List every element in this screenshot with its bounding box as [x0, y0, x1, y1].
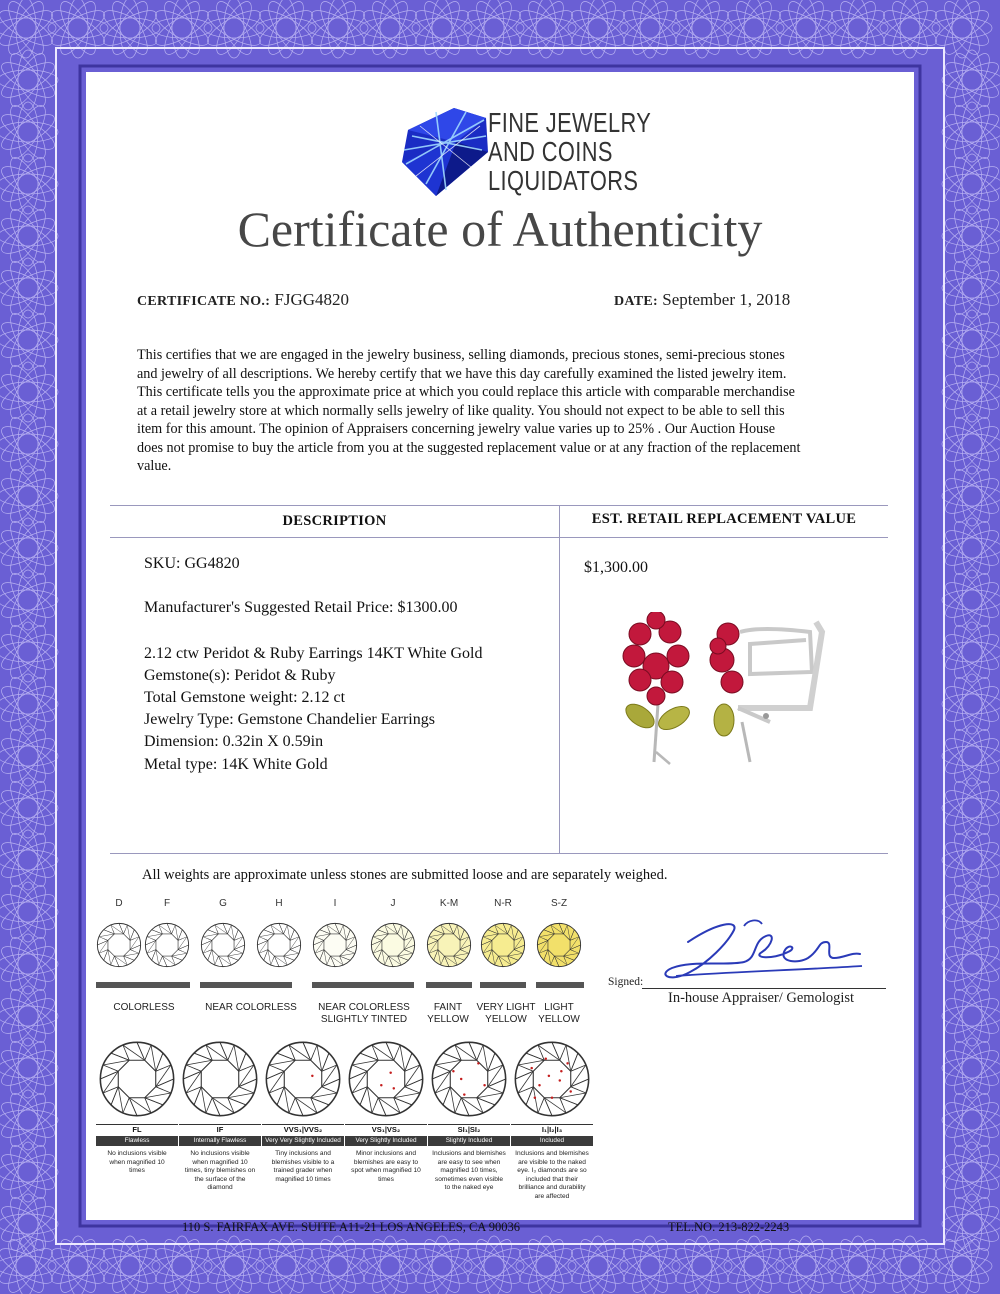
- detail-type: Jewelry Type: Gemstone Chandelier Earrings: [144, 711, 435, 728]
- diamond-icon: [98, 1040, 176, 1118]
- clarity-grade-diamond: [513, 1040, 591, 1118]
- color-group-bracket: [96, 982, 190, 988]
- clarity-grade-description: Inclusions and blemishes are visible to the naked eye. I₃ diamonds are so included that their brilliance and durability are affected: [515, 1150, 589, 1200]
- clarity-grade-description: Inclusions and blemishes are easy to see when magnified 10 times, sometimes even visible to the naked eye: [432, 1150, 506, 1192]
- statement-line: value.: [137, 458, 172, 474]
- color-grade-letter: F: [163, 898, 171, 909]
- diamond-icon: [536, 922, 582, 968]
- color-grade-diamond: [200, 922, 246, 968]
- diamond-grading-chart: [96, 898, 590, 1214]
- clarity-grade: IF: [179, 1124, 261, 1136]
- detail-dimension: Dimension: 0.32in X 0.59in: [144, 733, 324, 750]
- diamond-icon: [430, 1040, 508, 1118]
- statement-line: item for this amount. The opinion of Appraisers concerning jewelry value varies up to 25% . Our Auction House: [137, 421, 776, 437]
- clarity-grade: I₁|I₂|I₃: [511, 1124, 593, 1136]
- color-grade-diamond: [480, 922, 526, 968]
- color-grade-letter: N-R: [494, 898, 512, 909]
- clarity-grade-diamond: [264, 1040, 342, 1118]
- certificate-number-value: FJGG4820: [274, 290, 350, 309]
- footer-phone: TEL.NO. 213-822-2243: [668, 1220, 790, 1234]
- color-group-label: LIGHT YELLOW: [538, 1002, 580, 1025]
- signature-line: [642, 988, 886, 989]
- clarity-grade-label: Included: [511, 1136, 593, 1146]
- earring-image: [610, 612, 840, 772]
- date-label: DATE:: [614, 294, 659, 309]
- certificate-number-label: CERTIFICATE NO.:: [137, 294, 271, 309]
- color-group-label: NEAR COLORLESS: [205, 1002, 297, 1013]
- color-group-label: VERY LIGHT YELLOW: [476, 1002, 536, 1025]
- table-top-rule: [110, 505, 888, 506]
- color-grade-diamond: [426, 922, 472, 968]
- clarity-grade: VS₁|VS₂: [345, 1124, 427, 1136]
- clarity-grade: SI₁|SI₂: [428, 1124, 510, 1136]
- table-column-divider: [559, 505, 560, 853]
- color-grade-letter: D: [115, 898, 123, 909]
- color-group-bracket: [312, 982, 414, 988]
- clarity-grade-diamond: [181, 1040, 259, 1118]
- color-grade-letter: K-M: [439, 898, 459, 909]
- color-group-bracket: [480, 982, 526, 988]
- color-grade-diamond: [370, 922, 416, 968]
- clarity-grade-description: No inclusions visible when magnified 10 times: [107, 1150, 167, 1175]
- color-group-label: COLORLESS: [113, 1002, 175, 1013]
- color-grade-diamond: [312, 922, 358, 968]
- color-grade-letter: I: [333, 898, 337, 909]
- detail-metal: Metal type: 14K White Gold: [144, 756, 328, 773]
- certificate-date: [614, 290, 790, 310]
- certificate-title: Certificate of Authenticity: [237, 201, 763, 257]
- color-bracket-bar: [96, 980, 590, 994]
- clarity-grade: FL: [96, 1124, 178, 1136]
- diamond-icon: [513, 1040, 591, 1118]
- clarity-grade-label: Very Slightly Included: [345, 1136, 427, 1146]
- appraiser-title: In-house Appraiser/ Gemologist: [668, 990, 855, 1006]
- detail-weight: Total Gemstone weight: 2.12 ct: [144, 689, 346, 706]
- sku: SKU: GG4820: [144, 555, 240, 572]
- clarity-grade-description: Tiny inclusions and blemishes visible to a trained grader when magnified 10 times: [271, 1150, 335, 1183]
- company-name-line-3: LIQUIDATORS: [488, 165, 639, 196]
- diamond-icon: [256, 922, 302, 968]
- diamond-icon: [480, 922, 526, 968]
- detail-title: 2.12 ctw Peridot & Ruby Earrings 14KT White Gold: [144, 645, 483, 662]
- statement-line: and jewelry of all descriptions. We hereby certify that we have this day carefully examined the listed jewelry item.: [137, 365, 787, 382]
- description-header: DESCRIPTION: [282, 513, 387, 529]
- clarity-grade-label: Flawless: [96, 1136, 178, 1146]
- table-bottom-rule: [110, 853, 888, 854]
- diamond-icon: [370, 922, 416, 968]
- company-name-line-2: AND COINS: [488, 136, 613, 167]
- clarity-grade-description: No inclusions visible when magnified 10 times, tiny blemishes on the surface of the diamond: [184, 1150, 256, 1192]
- value-header: EST. RETAIL REPLACEMENT VALUE: [591, 511, 857, 527]
- detail-gemstones: Gemstone(s): Peridot & Ruby: [144, 667, 336, 684]
- diamond-icon: [264, 1040, 342, 1118]
- color-grade-diamond: [256, 922, 302, 968]
- color-grade-letter: S-Z: [550, 898, 568, 909]
- diamond-icon: [200, 922, 246, 968]
- color-grade-letter: G: [219, 898, 227, 909]
- color-group-bracket: [426, 982, 472, 988]
- color-grade-diamond: [144, 922, 190, 968]
- diamond-icon: [96, 922, 142, 968]
- signed-label: Signed:: [608, 976, 644, 988]
- color-group-label: NEAR COLORLESS SLIGHTLY TINTED: [318, 1002, 410, 1025]
- statement-line: This certificate tells you the approximate price at which you could replace this article with comparable merchandise: [137, 384, 795, 400]
- clarity-grade-label: Very Very Slightly Included: [262, 1136, 344, 1146]
- clarity-grade-diamond: [98, 1040, 176, 1118]
- date-value: September 1, 2018: [662, 290, 791, 309]
- color-grade-diamond: [536, 922, 582, 968]
- msrp: Manufacturer's Suggested Retail Price: $1300.00: [144, 599, 458, 616]
- clarity-grade-description: Minor inclusions and blemishes are easy to spot when magnified 10 times: [351, 1150, 421, 1183]
- table-header-rule: [110, 537, 888, 538]
- color-group-label: FAINT YELLOW: [427, 1002, 469, 1025]
- certificate-number: [137, 290, 349, 310]
- color-group-bracket: [200, 982, 292, 988]
- color-grade-diamond: [96, 922, 142, 968]
- footer-address: 110 S. FAIRFAX AVE. SUITE A11-21 LOS ANGELES, CA 90036: [182, 1220, 520, 1234]
- diamond-icon: [347, 1040, 425, 1118]
- clarity-grade-label: Slightly Included: [428, 1136, 510, 1146]
- clarity-grade-diamond: [347, 1040, 425, 1118]
- statement-line: does not promise to buy the article from you at the suggested replacement value or at any fraction of the replacement: [137, 439, 801, 456]
- statement-line: at a retail jewelry store at which normally sells jewelry of like quality. You should not expect to be able to sell this: [137, 402, 785, 419]
- company-name: [488, 108, 651, 195]
- diamond-icon: [144, 922, 190, 968]
- signature: [648, 912, 868, 990]
- color-grade-letter: H: [275, 898, 283, 909]
- company-name-line-1: FINE JEWELRY: [488, 107, 652, 138]
- clarity-grade: VVS₁|VVS₂: [262, 1124, 344, 1136]
- weights-note: All weights are approximate unless stones are submitted loose and are separately weighed.: [142, 867, 668, 883]
- certification-statement: [137, 346, 877, 476]
- diamond-icon: [426, 922, 472, 968]
- statement-line: This certifies that we are engaged in the jewelry business, selling diamonds, precious stones, semi-precious stones: [137, 347, 785, 363]
- color-group-bracket: [536, 982, 584, 988]
- clarity-grade-label: Internally Flawless: [179, 1136, 261, 1146]
- clarity-grade-diamond: [430, 1040, 508, 1118]
- diamond-icon: [181, 1040, 259, 1118]
- diamond-icon: [312, 922, 358, 968]
- replacement-value: $1,300.00: [584, 559, 648, 576]
- color-grade-letter: J: [390, 898, 396, 909]
